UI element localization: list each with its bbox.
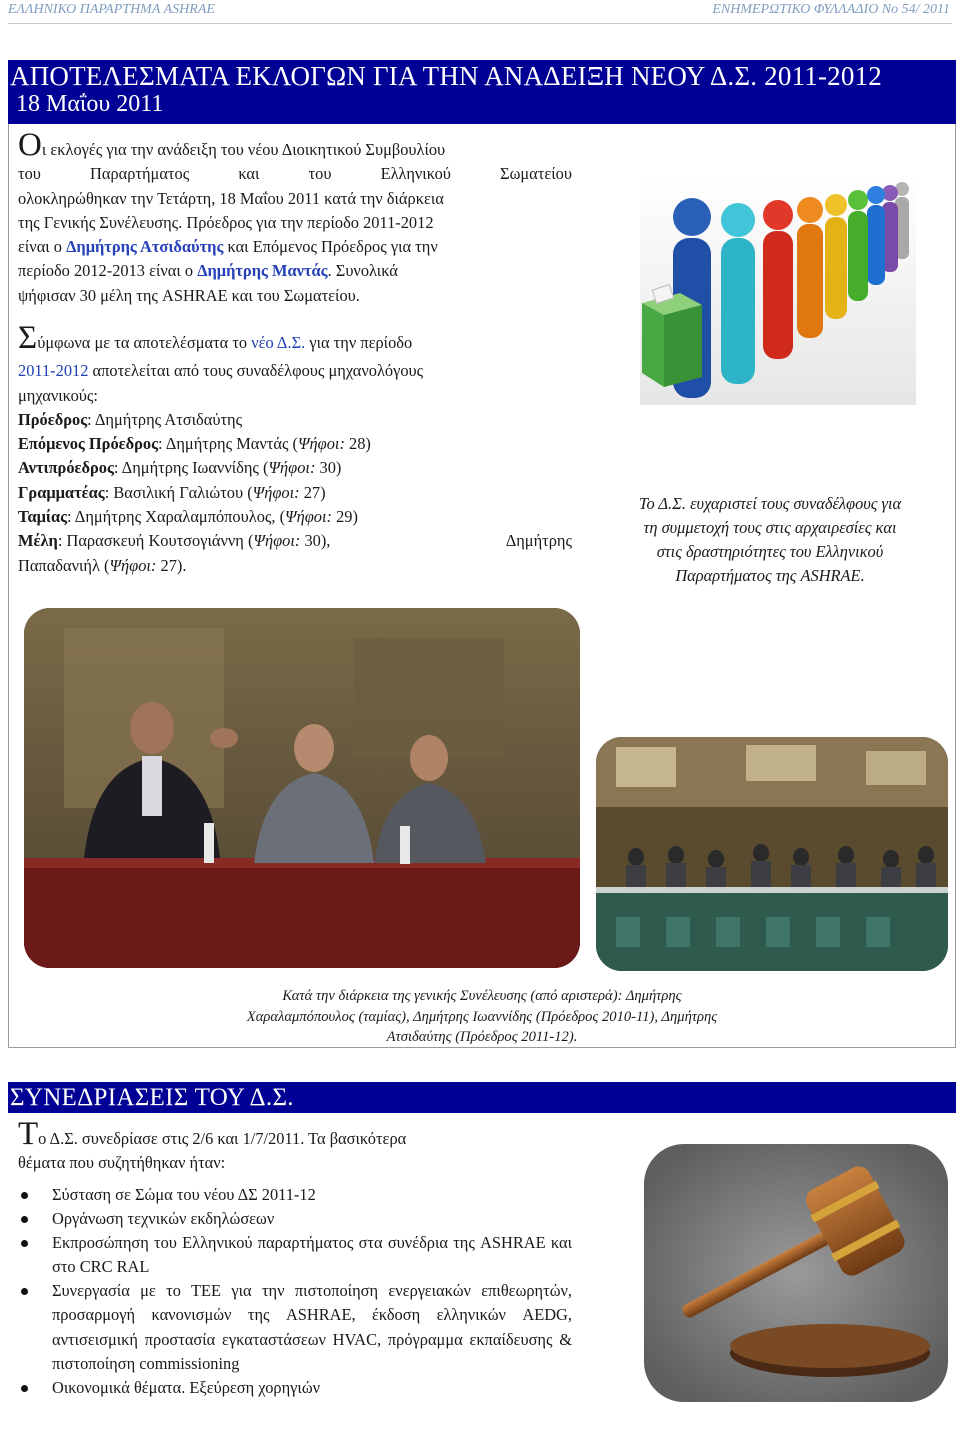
text-line: περίοδο 2012-2013 είναι ο Δημήτρης Μαντάς. Συνολικά bbox=[18, 261, 398, 281]
header-newsletter-issue: ΕΝΗΜΕΡΩΤΙΚΟ ΦΥΛΛΑΔΙΟ Νο 54/ 2011 bbox=[712, 2, 950, 17]
assembly-panel-photo bbox=[24, 608, 580, 968]
article-date: 18 Μαΐου 2011 bbox=[16, 91, 164, 117]
text-line: ολοκληρώθηκαν την Τετάρτη, 18 Μαΐου 2011 κατά την διάρκεια bbox=[18, 188, 444, 208]
article-title: ΑΠΟΤΕΛΕΣΜΑΤΑ ΕΚΛΟΓΩΝ ΓΙΑ ΤΗΝ ΑΝΑΔΕΙΞΗ ΝΕΟΥ Δ.Σ. 2011-2012 bbox=[10, 61, 882, 91]
board-member-row: Μέλη: Παρασκευή Κουτσογιάννη (Ψήφοι: 30), Δημήτρης bbox=[18, 531, 572, 551]
list-item: Οργάνωση τεχνικών εκδηλώσεων bbox=[18, 1207, 572, 1231]
text-line: ι εκλογές για την ανάδειξη του νέου Διοικητικού Συμβουλίου bbox=[41, 140, 446, 159]
list-item: Συνεργασία με το ΤΕΕ για την πιστοποίηση ενεργειακών επιθεωρητών, προσαρμογή κανονισμών της ASHRAE, έκδοση ελληνικών AEDG, αντισεισμική προστασία εγκαταστάσεων HVAC, πρόγραμμα εκπαίδευσης & πιστοποίηση commissioning bbox=[18, 1279, 572, 1375]
board-member-row: Πρόεδρος: Δημήτρης Ατσιδαύτης bbox=[18, 409, 243, 429]
board-member-row: Ταμίας: Δημήτρης Χαραλαμπόπουλος, (Ψήφοι: 29) bbox=[18, 507, 358, 527]
list-item: Εκπροσώπηση του Ελληνικού παραρτήματος στα συνέδρια της ASHRAE και στο CRC RAL bbox=[18, 1231, 572, 1279]
drop-cap: Τ bbox=[18, 1116, 39, 1152]
president-elect-name: Δημήτρης Μαντάς bbox=[197, 261, 328, 281]
text-line: θέματα που συζητήθηκαν ήταν: bbox=[18, 1153, 226, 1173]
meetings-intro bbox=[18, 1116, 572, 1176]
text-line: Το Δ.Σ. συνεδρίασε στις 2/6 και 1/7/2011. Τα βασικότερα bbox=[18, 1116, 407, 1152]
board-composition-paragraph bbox=[18, 320, 572, 578]
election-paragraph bbox=[18, 127, 572, 308]
list-item: Οικονομικά θέματα. Εξεύρεση χορηγιών bbox=[18, 1376, 572, 1400]
photo-caption: Κατά την διάρκεια της γενικής Συνέλευσης (από αριστερά): Δημήτρης Χαραλαμπόπουλος (ταμίας), Δημήτρης Ιωαννίδης (Πρόεδρος 2010-11), Δημήτρης Ατσιδαύτης (Πρόεδρος 2011-12). bbox=[246, 988, 718, 1046]
voting-illustration bbox=[640, 175, 916, 405]
assembly-audience-photo bbox=[596, 737, 948, 971]
text-line: Σύμφωνα με τα αποτελέσματα το νέο Δ.Σ. για την περίοδο bbox=[18, 320, 413, 356]
text-line: Παπαδανιήλ (Ψήφοι: 27). bbox=[18, 555, 187, 575]
article-title-band bbox=[8, 60, 956, 124]
board-member-row: Επόμενος Πρόεδρος: Δημήτρης Μαντάς (Ψήφοι: 28) bbox=[18, 434, 371, 454]
thanks-note: Το Δ.Σ. ευχαριστεί τους συναδέλφους για τη συμμετοχή τους στις αρχαιρεσίες και στις δραστηριότητες του Ελληνικού Παραρτήματος της ASHRAE. bbox=[638, 494, 902, 585]
text-line: της Γενικής Συνέλευσης. Πρόεδρος για την περίοδο 2011-2012 bbox=[18, 212, 434, 232]
board-member-row: Γραμματέας: Βασιλική Γαλιώτου (Ψήφοι: 27) bbox=[18, 482, 326, 502]
text-line: 2011-2012 αποτελείται από τους συναδέλφους μηχανολόγους bbox=[18, 361, 424, 381]
board-member-row: Αντιπρόεδρος: Δημήτρης Ιωαννίδης (Ψήφοι: 30) bbox=[18, 458, 342, 478]
president-name: Δημήτρης Ατσιδαύτης bbox=[66, 237, 224, 257]
text-line: είναι ο Δημήτρης Ατσιδαύτης και Επόμενος Πρόεδρος για την bbox=[18, 237, 438, 257]
gavel-illustration bbox=[640, 1138, 952, 1408]
text-line: του Παραρτήματος και του Ελληνικού Σωματείου bbox=[18, 164, 572, 184]
text-line: ψήφισαν 30 μέλη της ASHRAE και του Σωματείου. bbox=[18, 285, 360, 305]
list-item: Σύσταση σε Σώμα του νέου ΔΣ 2011-12 bbox=[18, 1183, 572, 1207]
meetings-section-title: ΣΥΝΕΔΡΙΑΣΕΙΣ ΤΟΥ Δ.Σ. bbox=[8, 1082, 956, 1113]
drop-cap: Ο bbox=[18, 127, 42, 163]
meetings-topics-list bbox=[18, 1183, 572, 1400]
text-line: μηχανικούς: bbox=[18, 385, 98, 405]
header-branch-name: ΕΛΛΗΝΙΚΟ ΠΑΡΑΡΤΗΜΑ ASHRAE bbox=[8, 2, 215, 17]
drop-cap: Σ bbox=[18, 320, 38, 356]
page-header bbox=[8, 2, 952, 24]
